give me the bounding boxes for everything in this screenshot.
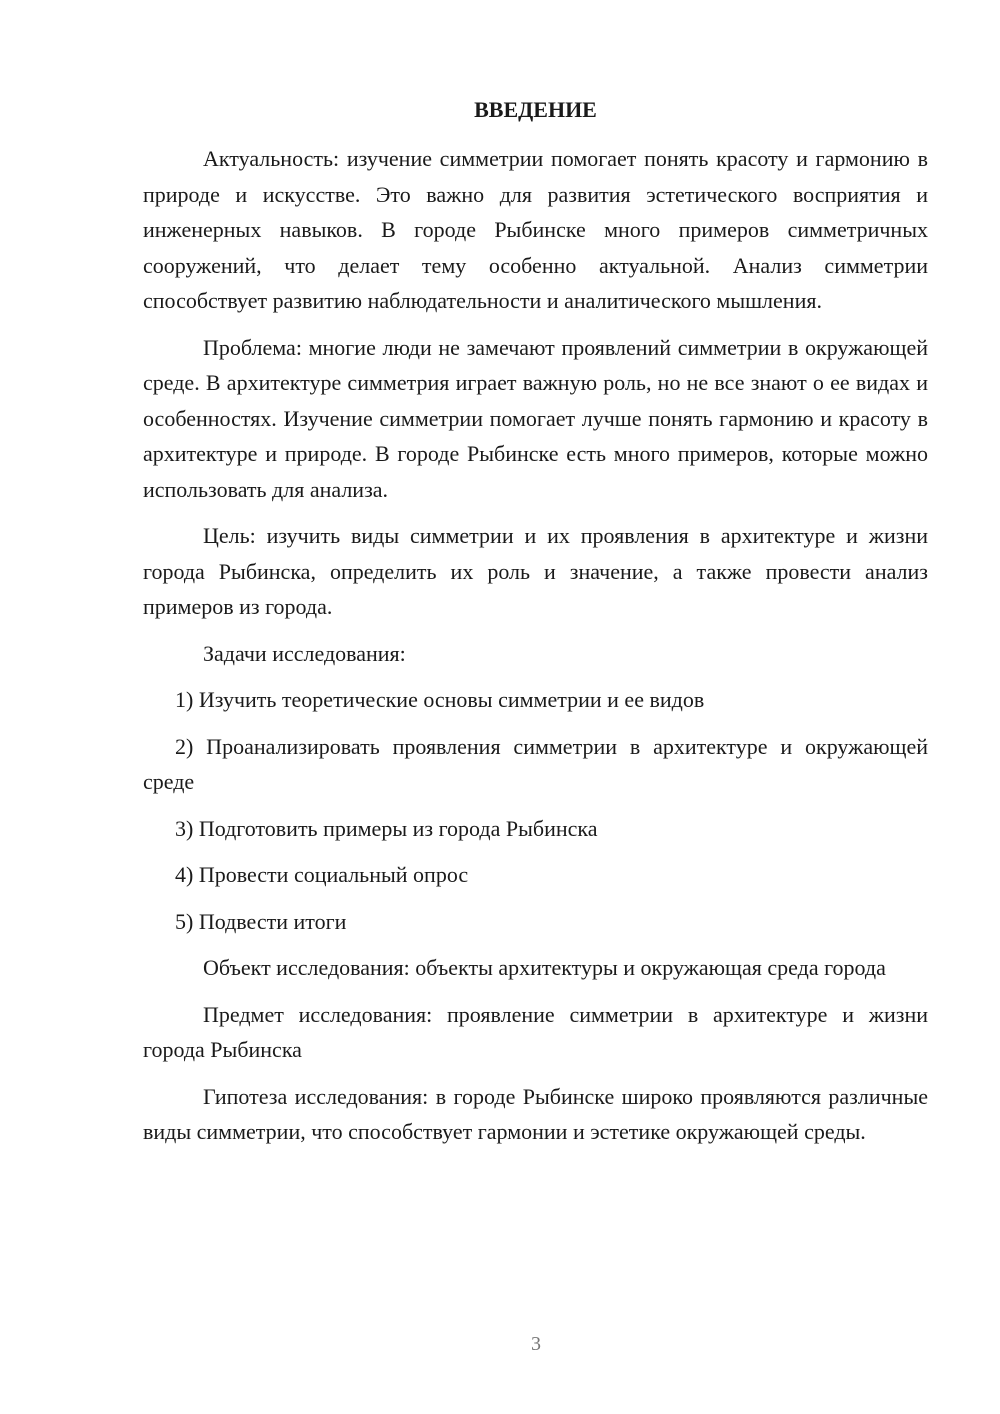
paragraph-goal: Цель: изучить виды симметрии и их проявления в архитектуре и жизни города Рыбинска, определить их роль и значение, а также провести анализ примеров из города. xyxy=(143,523,928,619)
paragraph-hypothesis: Гипотеза исследования: в городе Рыбинске широко проявляются различные виды симметрии, что способствует гармонии и эстетике окружающей среды. xyxy=(143,1083,928,1144)
task-item-2: 2) Проанализировать проявления симметрии в архитектуре и окружающей среде xyxy=(143,733,928,794)
task-item-4: 4) Провести социальный опрос xyxy=(175,862,469,887)
section-title: ВВЕДЕНИЕ xyxy=(474,97,597,122)
paragraph-object: Объект исследования: объекты архитектуры и окружающая среда города xyxy=(203,955,886,980)
task-item-3: 3) Подготовить примеры из города Рыбинска xyxy=(175,815,598,841)
paragraph-relevance: Актуальность: изучение симметрии помогает понять красоту и гармонию в природе и искусстве. Это важно для развития эстетического восприятия и инженерных навыков. В городе Рыбинске много примеров симметричных сооружений, что делает тему особенно актуальной. Анализ симметрии способствует развитию наблюдательности и аналитического мышления. xyxy=(143,146,928,313)
page-number: 3 xyxy=(531,1333,541,1355)
paragraph-problem: Проблема: многие люди не замечают проявлений симметрии в окружающей среде. В архитектуре симметрия играет важную роль, но не все знают о ее видах и особенностях. Изучение симметрии помогает лучше понять гармонию и красоту в архитектуре и природе. В городе Рыбинске есть много примеров, которые можно использовать для анализа. xyxy=(143,334,928,502)
tasks-heading: Задачи исследования: xyxy=(203,640,406,666)
task-item-5: 5) Подвести итоги xyxy=(175,908,347,934)
document-page xyxy=(143,92,928,1150)
task-item-1: 1) Изучить теоретические основы симметрии и ее видов xyxy=(175,687,705,712)
paragraph-subject: Предмет исследования: проявление симметрии в архитектуре и жизни города Рыбинска xyxy=(143,1001,928,1062)
